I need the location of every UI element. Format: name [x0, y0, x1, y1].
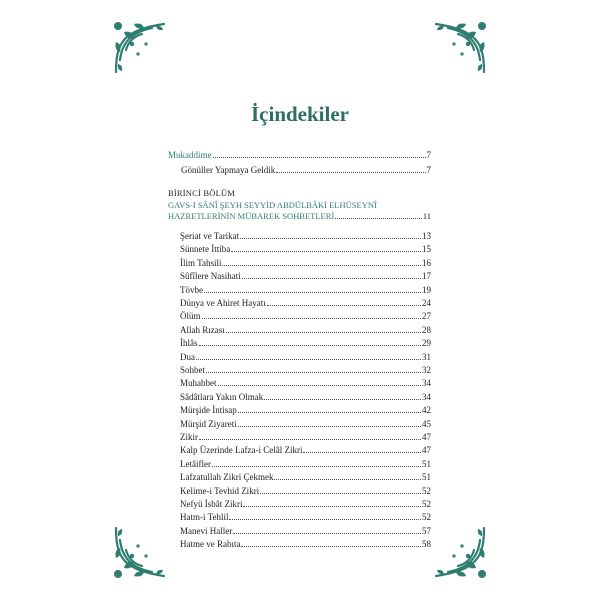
- toc-entry-page: 47: [422, 432, 431, 442]
- toc-entry[interactable]: [180, 378, 431, 389]
- toc-entry-label: Muhabbet: [180, 378, 217, 389]
- toc-entry-mukaddime[interactable]: [168, 150, 431, 161]
- leader-dots: [213, 157, 426, 158]
- toc-entry-page: 13: [422, 231, 431, 241]
- corner-ornament-icon: [112, 20, 168, 76]
- leader-dots: [222, 265, 421, 266]
- toc-entry-label: Şeriat ve Tarikat: [180, 231, 240, 241]
- corner-ornament-icon: [432, 524, 488, 580]
- toc-entry[interactable]: [180, 419, 431, 430]
- toc-entry-label: Hatm-i Tehlil: [180, 512, 229, 523]
- toc-entry-page: 57: [422, 525, 431, 536]
- toc-entry[interactable]: [180, 325, 431, 336]
- chapter-title-line2: HAZRETLERİNİN MÜBAREK SOHBETLERİ: [168, 211, 335, 221]
- toc-entry[interactable]: [180, 539, 431, 550]
- toc-entry-label: Sohbet: [180, 365, 206, 375]
- toc-entry-label: Tövbe: [180, 284, 203, 295]
- leader-dots: [274, 479, 421, 480]
- toc-entry[interactable]: [180, 526, 431, 537]
- leader-dots: [196, 359, 421, 360]
- leader-dots: [264, 399, 421, 400]
- toc-entry[interactable]: [180, 392, 431, 403]
- leader-dots: [229, 519, 421, 520]
- toc-entry[interactable]: [180, 499, 431, 510]
- leader-dots: [231, 251, 421, 252]
- toc-entry-page: 31: [422, 351, 431, 362]
- toc-entry-label: Sünnete İttiba: [180, 244, 231, 255]
- leader-dots: [202, 318, 421, 319]
- toc-entry-label: Dua: [180, 351, 195, 362]
- toc-entry-label: Sûfîlere Nasihati: [180, 271, 241, 282]
- toc-entry-gonuller[interactable]: [181, 165, 431, 176]
- page-title: İçindekiler: [251, 102, 349, 126]
- toc-entry-label: Kelime-i Tevhid Zikri: [180, 485, 260, 496]
- toc-entry-label: Mürşid Ziyareti: [180, 418, 237, 429]
- leader-dots: [226, 332, 421, 333]
- leader-dots: [276, 172, 425, 173]
- toc-entry-page: 32: [422, 365, 431, 375]
- toc-entry-page: 58: [422, 539, 431, 550]
- leader-dots: [335, 218, 422, 219]
- toc-entry-label: Allah Rızası: [180, 324, 225, 335]
- toc-entry[interactable]: [180, 231, 431, 242]
- toc-entry-page: 17: [422, 271, 431, 282]
- leader-dots: [238, 426, 421, 427]
- toc-entry[interactable]: [180, 445, 431, 456]
- leader-dots: [260, 493, 421, 494]
- corner-ornament-icon: [432, 20, 488, 76]
- toc-entry-page: 7: [426, 150, 431, 160]
- leader-dots: [267, 305, 421, 306]
- toc-entry-label: Letâifler: [180, 458, 211, 469]
- toc-entry[interactable]: [180, 472, 431, 483]
- leader-dots: [233, 533, 421, 534]
- toc-entry[interactable]: [180, 311, 431, 322]
- leader-dots: [199, 345, 422, 346]
- toc-entry-label: Ölüm: [180, 311, 201, 322]
- leader-dots: [206, 372, 421, 373]
- toc-entry[interactable]: [180, 258, 431, 269]
- toc-entry[interactable]: [180, 244, 431, 255]
- toc-entry[interactable]: [180, 459, 431, 470]
- toc-entry-label: İlim Tahsili: [180, 257, 222, 268]
- toc-entry-page: 11: [422, 211, 431, 221]
- toc-entry[interactable]: [180, 298, 431, 309]
- toc-entry-label: İhlâs: [180, 338, 198, 349]
- leader-dots: [241, 546, 421, 547]
- toc-entry-label: Zikir: [180, 432, 198, 442]
- toc-entry-page: 52: [422, 485, 431, 496]
- toc-entry-page: 51: [422, 472, 431, 483]
- leader-dots: [238, 412, 421, 413]
- toc-entry[interactable]: [180, 512, 431, 523]
- leader-dots: [240, 238, 421, 239]
- toc-entry-page: 47: [422, 445, 431, 456]
- toc-entry-label: Hatme ve Rabıta: [180, 539, 241, 550]
- toc-entry-page: 52: [422, 499, 431, 509]
- toc-entry-page: 19: [422, 284, 431, 295]
- toc-entry-page: 27: [422, 311, 431, 322]
- leader-dots: [218, 385, 422, 386]
- toc-entry-page: 52: [422, 512, 431, 523]
- corner-ornament-icon: [112, 524, 168, 580]
- toc-entry-label: Gönüller Yapmaya Geldik: [181, 165, 276, 175]
- toc-entry[interactable]: [180, 338, 431, 349]
- toc-entry[interactable]: [180, 405, 431, 416]
- toc-entry-page: 45: [422, 418, 431, 429]
- toc-entry-label: Dünya ve Ahiret Hayatı: [180, 298, 266, 308]
- toc-entry[interactable]: [180, 365, 431, 376]
- leader-dots: [199, 439, 421, 440]
- toc-entry-page: 15: [422, 244, 431, 255]
- toc-entry-page: 28: [422, 324, 431, 335]
- leader-dots: [204, 292, 421, 293]
- toc-entry-page: 29: [422, 338, 431, 349]
- toc-entry[interactable]: [180, 352, 431, 363]
- toc-entry[interactable]: [180, 285, 431, 296]
- toc-entry-page: 51: [422, 458, 431, 469]
- toc-entry-page: 24: [422, 298, 431, 308]
- book-page: [110, 18, 490, 582]
- toc-entry-label: Nefyü İsbât Zikri: [180, 499, 243, 509]
- section-label: BİRİNCİ BÖLÜM: [168, 188, 236, 198]
- leader-dots: [303, 452, 421, 453]
- toc-entry-page: 34: [422, 391, 431, 402]
- toc-entry-label: Mürşide İntisap: [180, 405, 237, 416]
- leader-dots: [243, 506, 421, 507]
- toc-entry-page: 34: [422, 378, 431, 389]
- toc-entry[interactable]: [180, 271, 431, 282]
- toc-entry-page: 16: [422, 257, 431, 268]
- leader-dots: [242, 278, 421, 279]
- chapter-title-entry[interactable]: [168, 211, 431, 222]
- toc-entry-label: Lafzatullah Zikri Çekmek: [180, 472, 274, 483]
- leader-dots: [212, 466, 421, 467]
- toc-entry-page: 7: [426, 165, 431, 175]
- toc-entry-page: 42: [422, 405, 431, 416]
- toc-entry-label: Sâdâtlara Yakın Olmak: [180, 391, 264, 402]
- toc-entry[interactable]: [180, 486, 431, 497]
- toc-entry[interactable]: [180, 432, 431, 443]
- toc-entry-label: Kalp Üzerinde Lafza-i Celâl Zikri: [180, 445, 303, 456]
- toc-entry-label: Manevi Haller: [180, 525, 233, 536]
- toc-entry-label: Mukaddime: [168, 150, 212, 160]
- chapter-title-line1: GAVS-I SÂNÎ ŞEYH SEYYİD ABDÜLBÂKİ ELHÜSEYNÎ: [168, 200, 377, 210]
